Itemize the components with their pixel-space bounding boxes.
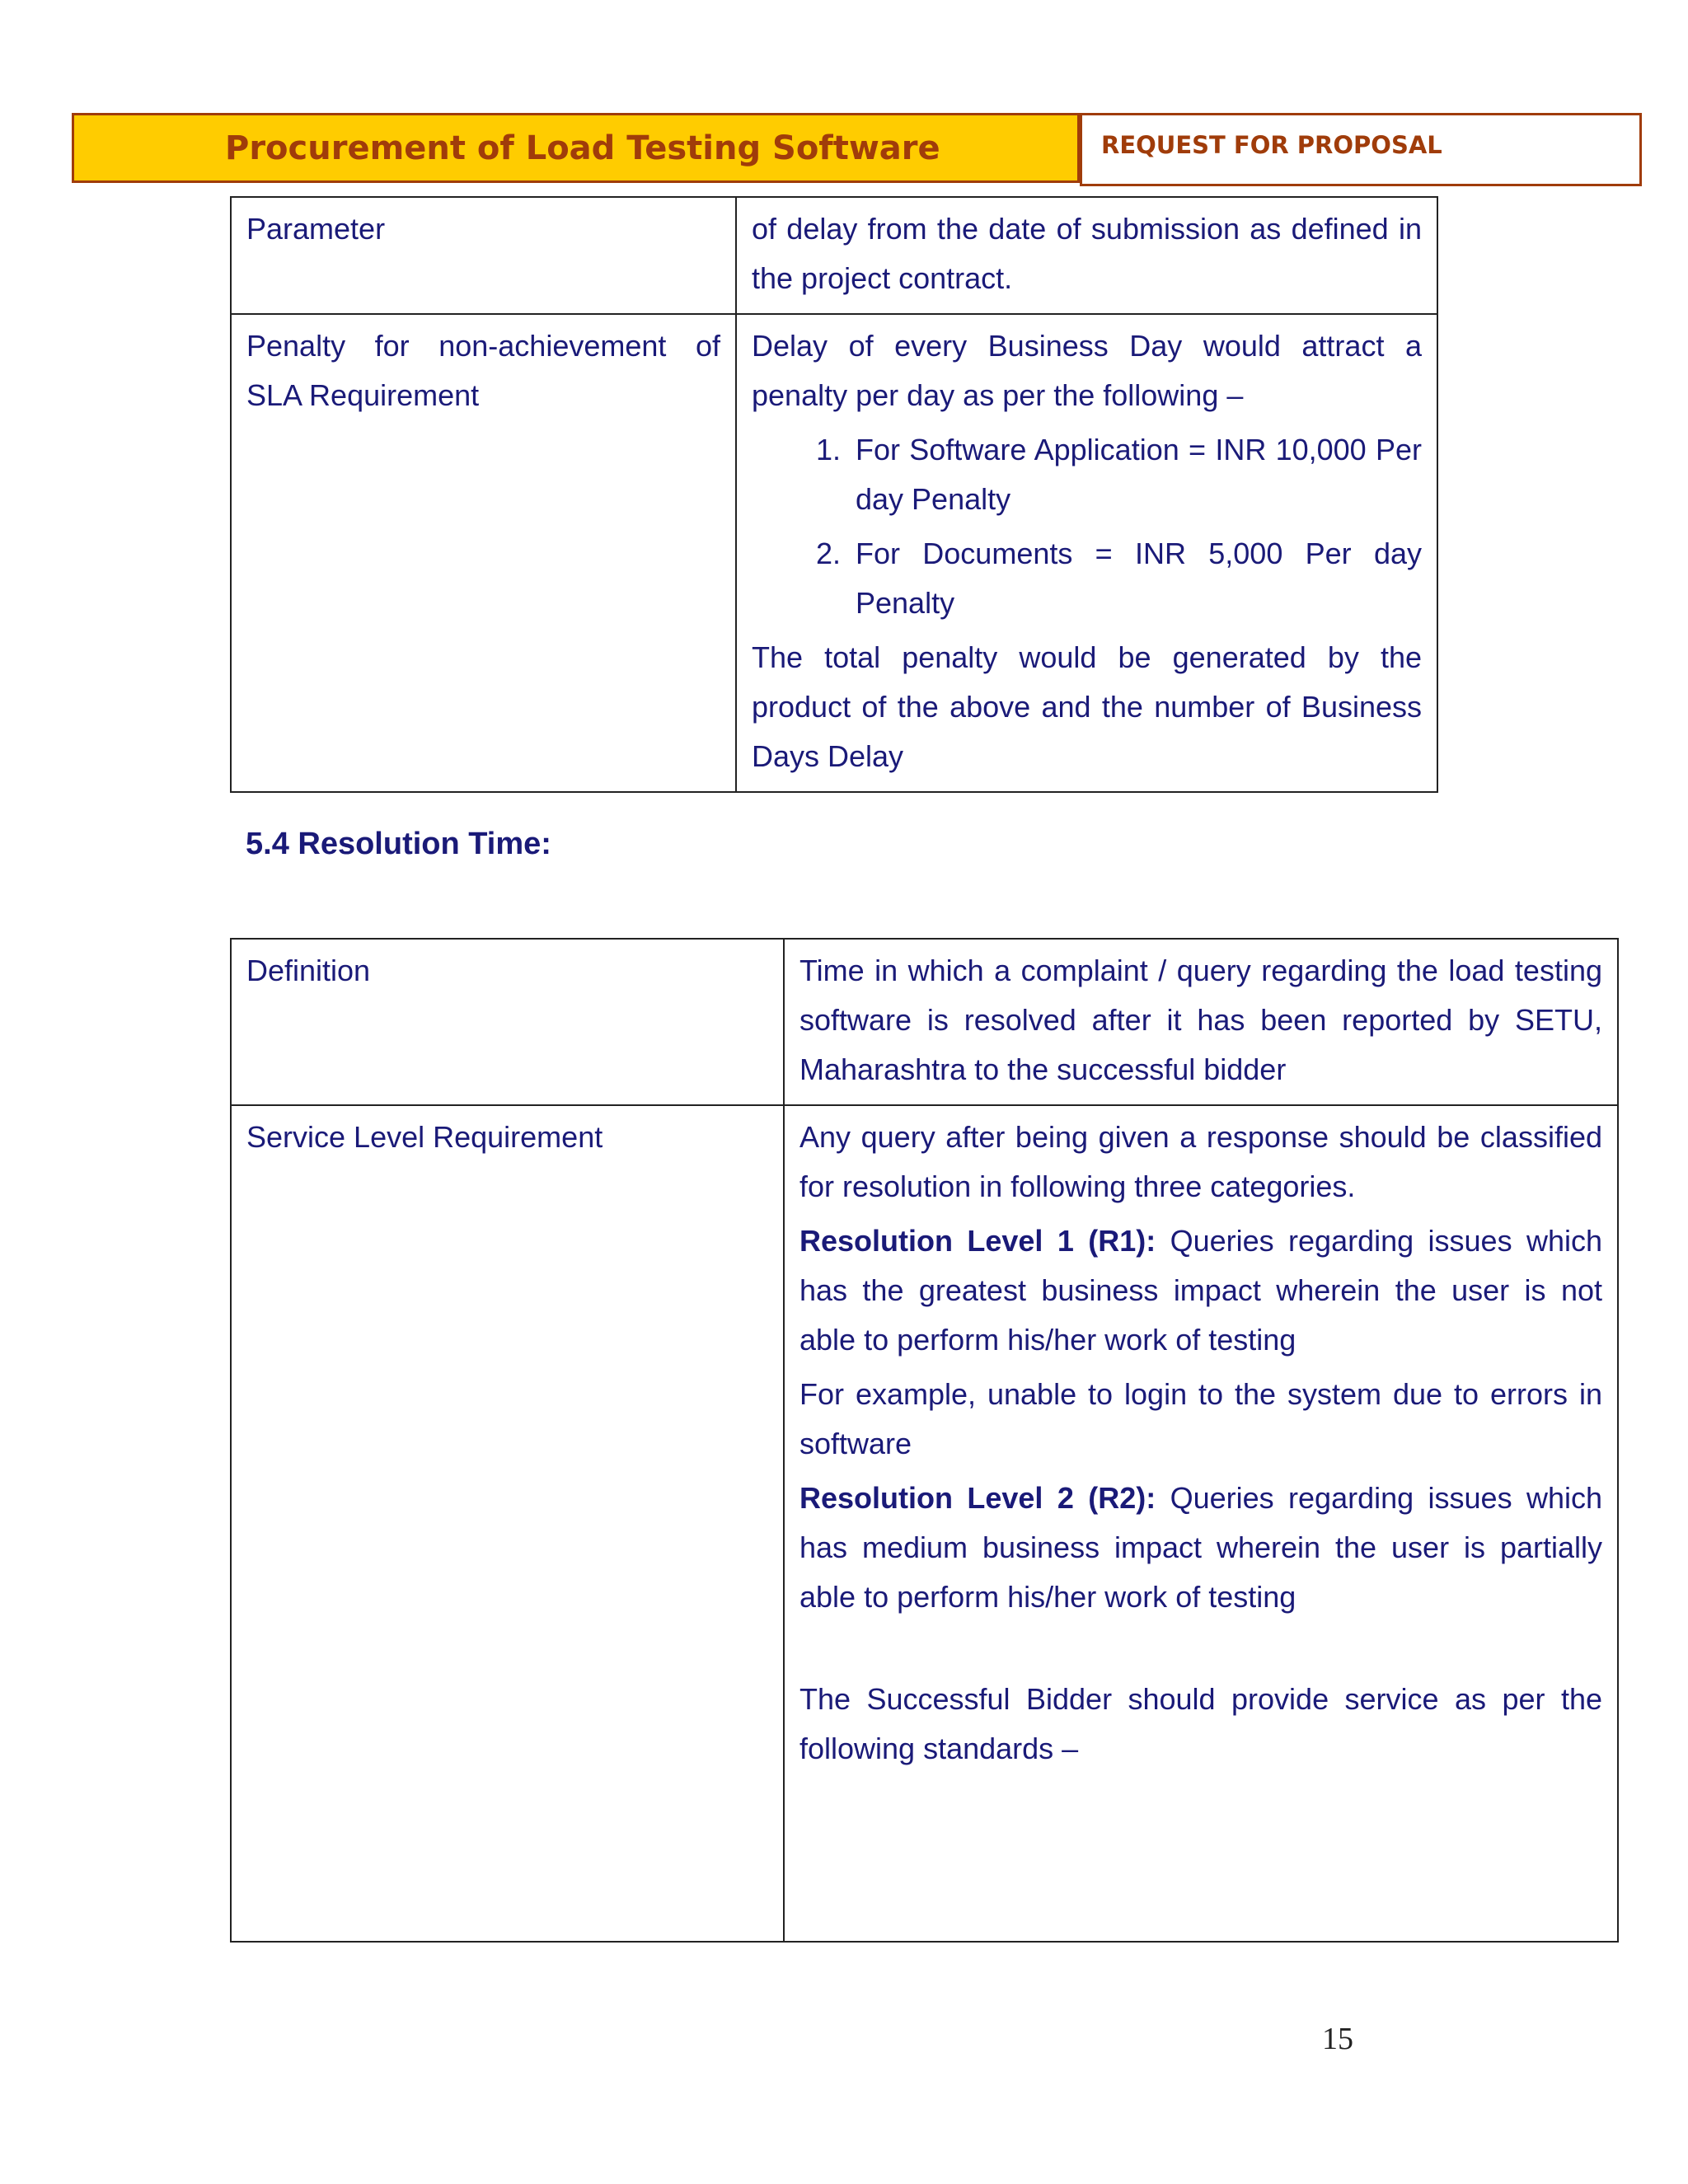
service-level-label: Service Level Requirement [246,1120,603,1154]
document-type-label: REQUEST FOR PROPOSAL [1101,131,1442,159]
parameter-value: of delay from the date of submission as defined in the project contract. [752,212,1422,295]
service-level-intro: Any query after being given a response should be classified for resolution in following three categories. [799,1120,1602,1203]
penalty-list [752,425,1422,628]
table-cell-label [231,314,736,792]
table-row [231,939,1618,1105]
table-row [231,197,1437,314]
table-cell-value [784,939,1618,1105]
resolution-level-2 [799,1474,1602,1622]
section-heading: 5.4 Resolution Time: [246,827,551,861]
resolution-level-2-text: Queries regarding issues which has medium business impact wherein the user is partially able to perform his/her work of testing [799,1481,1602,1614]
penalty-outro: The total penalty would be generated by the product of the above and the number of Business Days Delay [752,640,1422,773]
resolution-level-1-example: For example, unable to login to the system due to errors in software [799,1377,1602,1460]
list-item: 2. For Documents = INR 5,000 Per day Penalty [849,529,1422,628]
table-cell-value [736,314,1437,792]
table-cell-value [784,1105,1618,1942]
definition-value: Time in which a complaint / query regarding the load testing software is resolved after it has been reported by SETU, Maharashtra to the successful bidder [799,954,1602,1086]
resolution-time-table [230,938,1619,1943]
document-title: Procurement of Load Testing Software [225,129,940,167]
parameter-label: Parameter [246,212,386,246]
definition-label: Definition [246,954,371,987]
table-cell-value [736,197,1437,314]
service-standards-intro: The Successful Bidder should provide service as per the following standards – [799,1682,1602,1765]
header-title-box [72,113,1080,183]
penalty-intro: Delay of every Business Day would attract a penalty per day as per the following – [752,329,1422,412]
header-doc-type-box [1080,113,1642,186]
resolution-level-1-text: Queries regarding issues which has the greatest business impact wherein the user is not able to perform his/her work of testing [799,1224,1602,1357]
list-item: 1. For Software Application = INR 10,000 Per day Penalty [849,425,1422,524]
table-row [231,1105,1618,1942]
penalty-table [230,196,1438,793]
table-cell-label [231,197,736,314]
table-row [231,314,1437,792]
resolution-level-2-label: Resolution Level 2 (R2): [799,1481,1156,1515]
resolution-level-1-label: Resolution Level 1 (R1): [799,1224,1156,1258]
resolution-level-1 [799,1216,1602,1365]
table-cell-label [231,939,784,1105]
penalty-label: Penalty for non-achievement of SLA Requirement [246,329,720,412]
table-cell-label [231,1105,784,1942]
page-number: 15 [1322,2022,1353,2056]
